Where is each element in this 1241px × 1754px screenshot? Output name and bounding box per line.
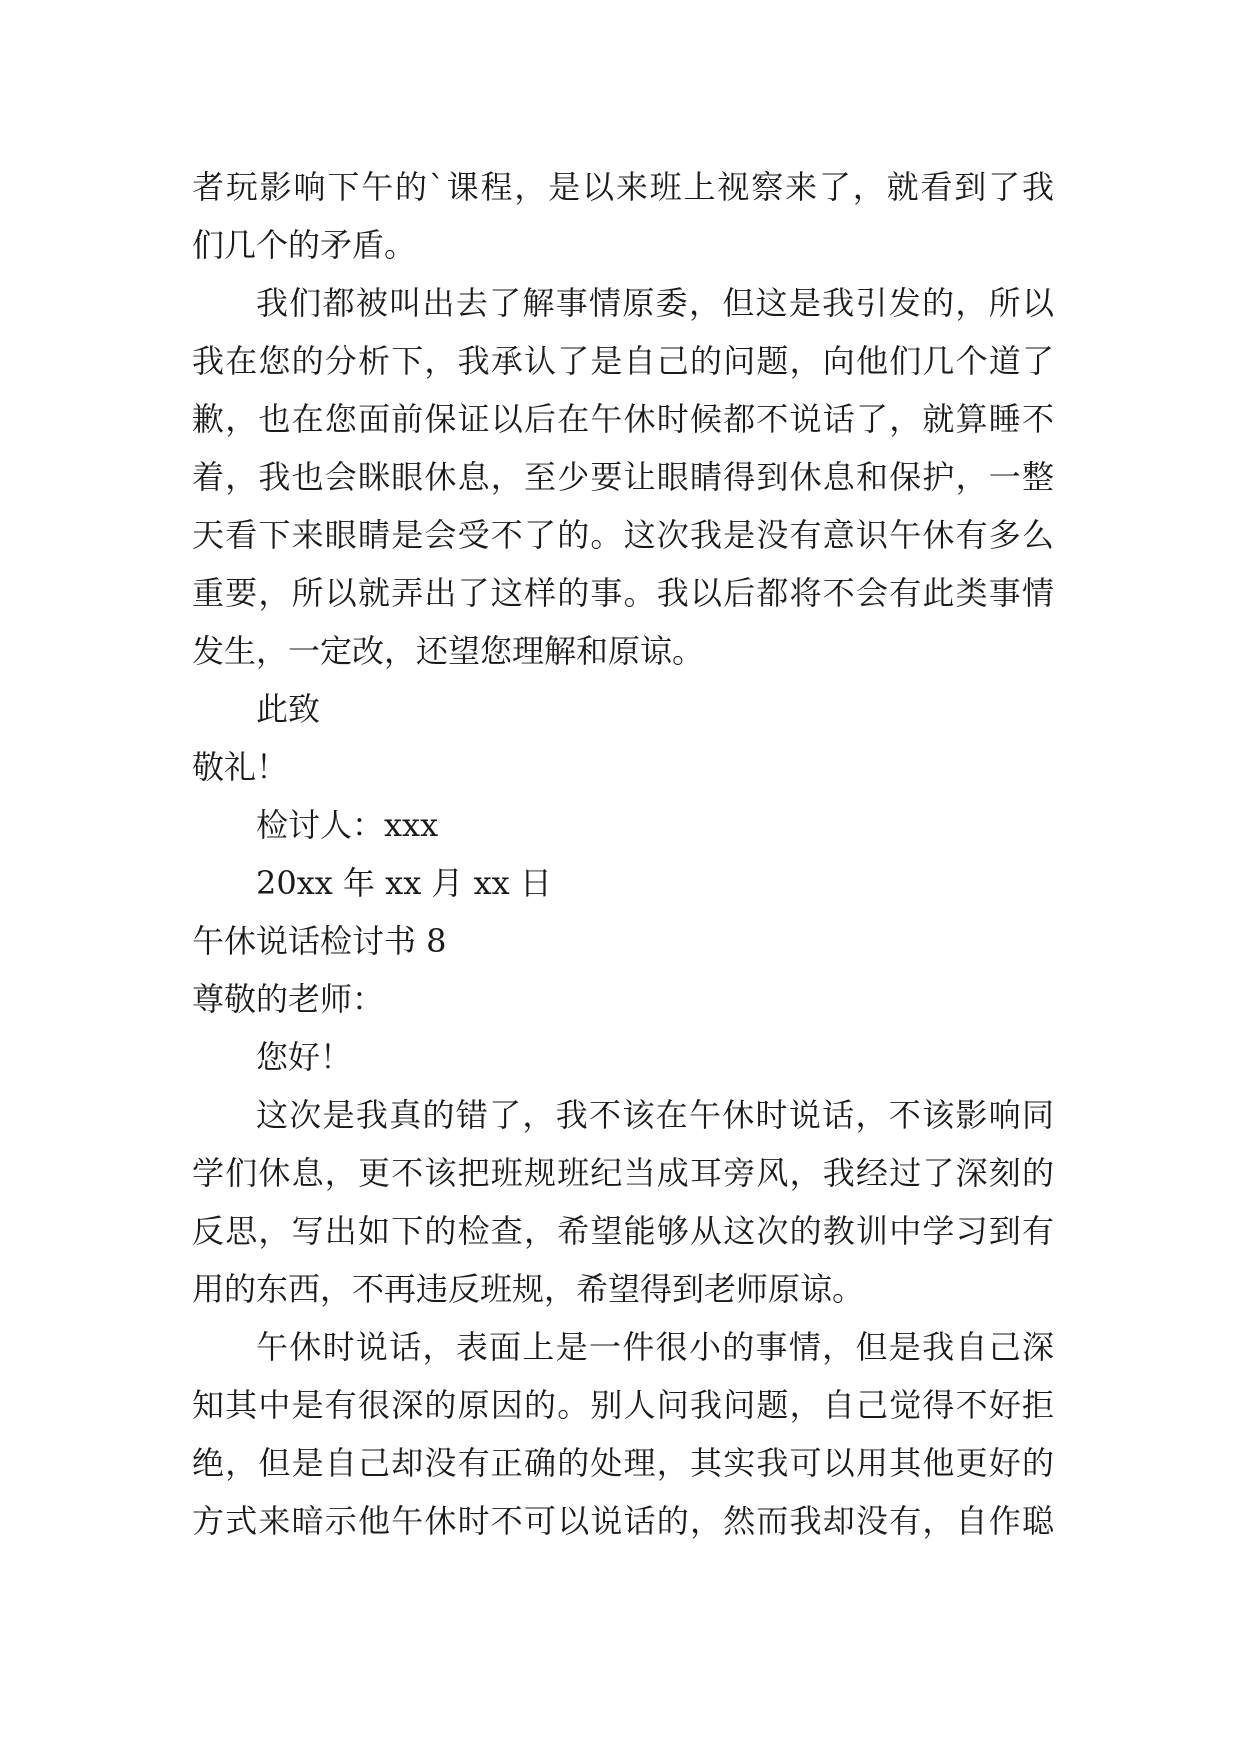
text-line: 这次是我真的错了，我不该在午休时说话，不该影响同 xyxy=(256,1096,1054,1134)
text-line: 绝，但是自己却没有正确的处理，其实我可以用其他更好的 xyxy=(192,1444,1054,1482)
text-line: 我在您的分析下，我承认了是自己的问题，向他们几个道了 xyxy=(192,342,1054,380)
text-line: 学们休息，更不该把班规班纪当成耳旁风，我经过了深刻的 xyxy=(192,1154,1054,1192)
text-line: 方式来暗示他午休时不可以说话的，然而我却没有，自作聪 xyxy=(192,1502,1054,1540)
text-line: 用的东西，不再违反班规，希望得到老师原谅。 xyxy=(192,1270,865,1308)
text-line: 着，我也会眯眼休息，至少要让眼睛得到休息和保护，一整 xyxy=(192,458,1054,496)
text-line: 您好！ xyxy=(256,1038,353,1076)
text-line: 反思，写出如下的检查，希望能够从这次的教训中学习到有 xyxy=(192,1212,1054,1250)
text-line: 此致 xyxy=(256,690,321,728)
text-line: 发生，一定改，还望您理解和原谅。 xyxy=(192,632,705,670)
text-line: 我们都被叫出去了解事情原委，但这是我引发的，所以 xyxy=(256,284,1054,322)
text-line: 者玩影响下午的`课程，是以来班上视察来了，就看到了我 xyxy=(192,168,1054,206)
text-line: 尊敬的老师： xyxy=(192,980,385,1018)
text-line: 检讨人：xxx xyxy=(256,806,439,844)
text-line: 重要，所以就弄出了这样的事。我以后都将不会有此类事情 xyxy=(192,574,1054,612)
text-line: 敬礼！ xyxy=(192,748,289,786)
text-line: 20xx 年 xx 月 xx 日 xyxy=(256,864,552,902)
text-line: 们几个的矛盾。 xyxy=(192,226,417,264)
text-line: 歉，也在您面前保证以后在午休时候都不说话了，就算睡不 xyxy=(192,400,1054,438)
text-line: 天看下来眼睛是会受不了的。这次我是没有意识午休有多么 xyxy=(192,516,1054,554)
text-line: 午休时说话，表面上是一件很小的事情，但是我自己深 xyxy=(256,1328,1054,1366)
text-line: 午休说话检讨书 8 xyxy=(192,922,447,960)
document-body xyxy=(192,158,1054,1550)
text-line: 知其中是有很深的原因的。别人问我问题，自己觉得不好拒 xyxy=(192,1386,1054,1424)
